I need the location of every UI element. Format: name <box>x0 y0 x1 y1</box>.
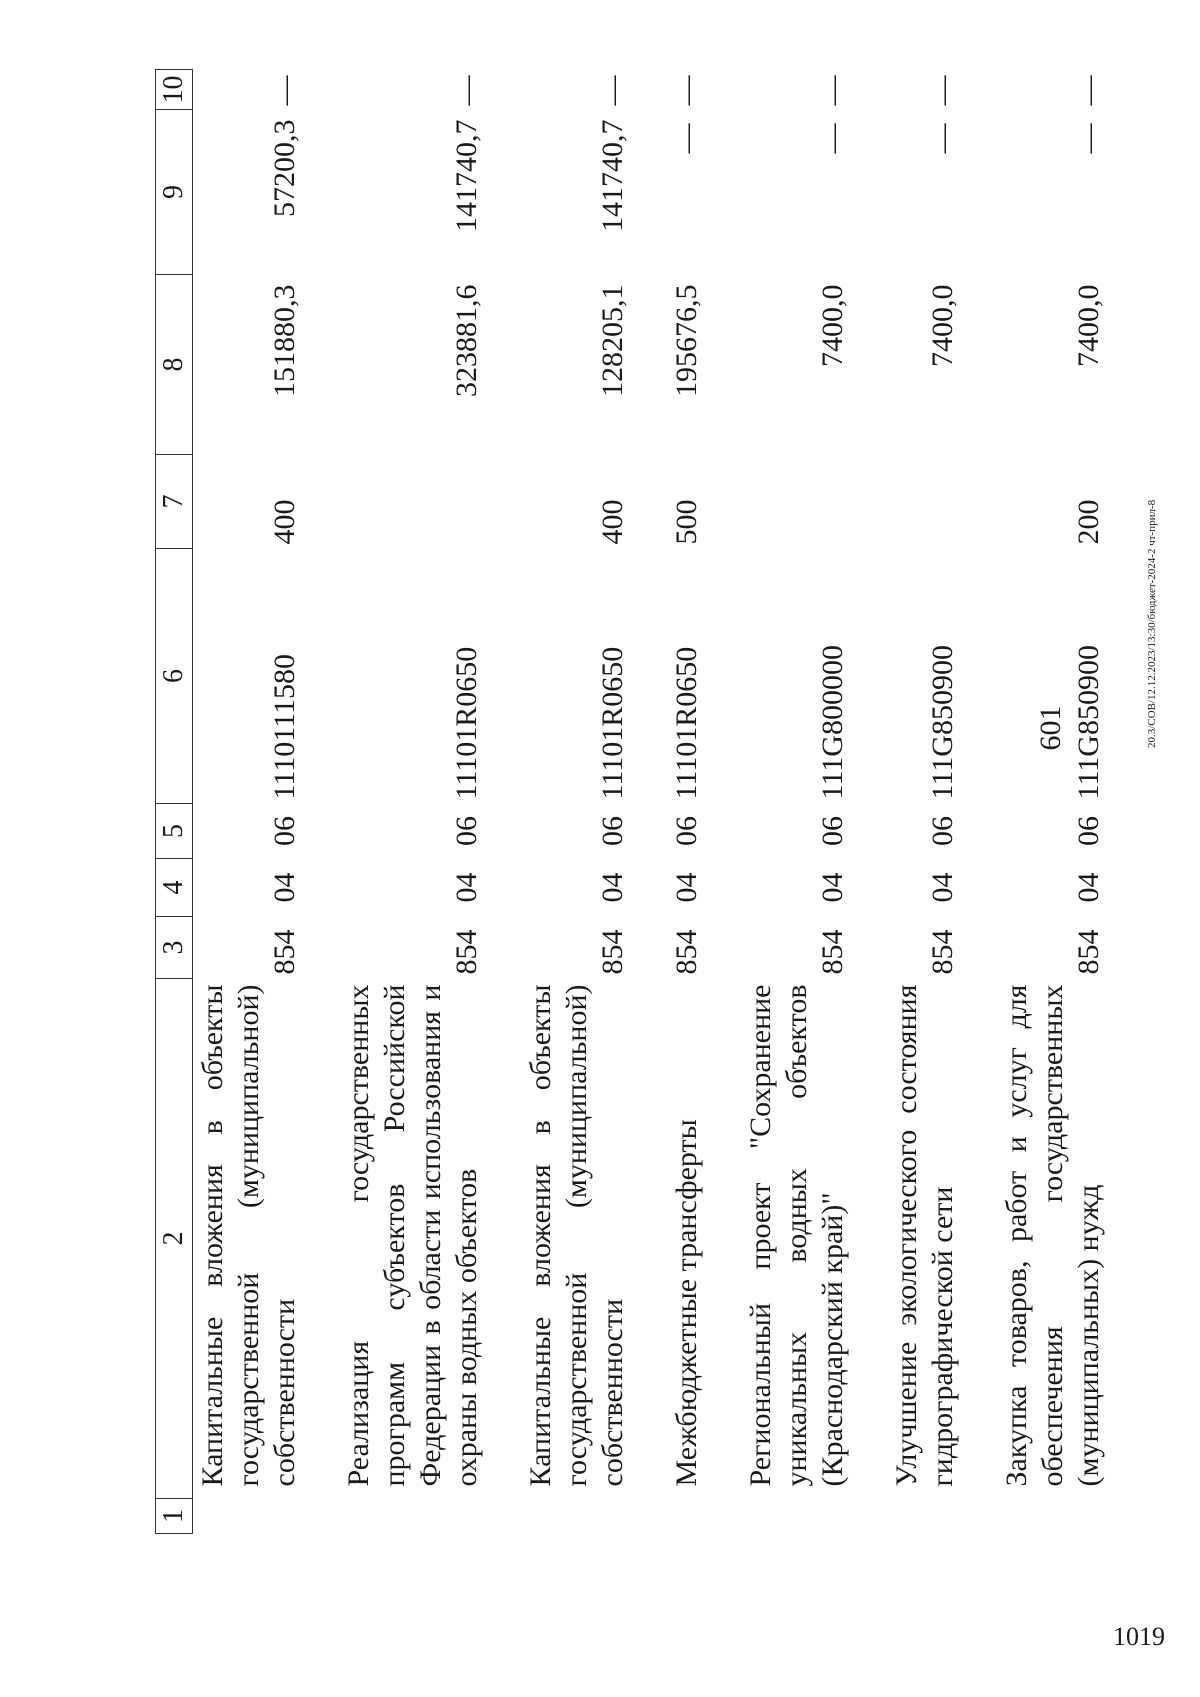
cell-name: Капитальные вложения в объекты государственной (муниципальной) собственности <box>196 984 301 1487</box>
header-col-6: 6 <box>156 549 193 804</box>
table-row <box>999 70 1145 1534</box>
cell-pr: 06 <box>596 816 629 846</box>
cell-ved: 854 <box>596 929 629 975</box>
cell-sum1: 7400,0 <box>816 284 849 367</box>
cell-vr: 400 <box>596 499 629 545</box>
cell-sum3: — <box>816 75 849 106</box>
cell-vr: 200 <box>1072 499 1105 545</box>
cell-sum1: 7400,0 <box>1072 284 1105 367</box>
header-col-5: 5 <box>156 804 193 859</box>
cell-sum3: — <box>268 75 301 106</box>
table-row <box>889 70 999 1534</box>
cell-csr: 1110111580 <box>268 653 301 800</box>
cell-rz: 04 <box>268 872 301 903</box>
cell-sum2: 141740,7 <box>596 119 629 232</box>
cell-vr: 400 <box>268 499 301 545</box>
cell-csr: 111G850900 <box>926 645 959 800</box>
cell-pr: 06 <box>268 816 301 846</box>
table-header <box>156 70 193 1534</box>
header-col-1: 1 <box>156 1499 193 1534</box>
cell-sum2: — <box>816 123 849 154</box>
header-col-9: 9 <box>156 110 193 275</box>
cell-col1 <box>999 1499 1145 1534</box>
header-col-3: 3 <box>156 917 193 979</box>
cell-pr: 06 <box>450 816 483 846</box>
cell-csr: 11101R0650 <box>450 646 483 800</box>
cell-name: Капитальные вложения в объекты государственной (муниципальной) собственности <box>524 984 629 1487</box>
table-row <box>669 70 743 1534</box>
cell-csr: 111G800000 <box>816 645 849 800</box>
table-body <box>193 70 1146 1534</box>
cell-name: Реализация государственных программ субъектов Российской Федерации в области использования и охраны водных объектов <box>342 984 483 1487</box>
cell-name: Улучшение экологического состояния гидрографической сети <box>890 984 959 1487</box>
cell-vr <box>341 455 523 549</box>
document-code: 20.3/СОВ/12.12.2023/13:30/бюджет-2024-2 чт-прил-8 <box>1146 499 1158 748</box>
cell-vr <box>743 455 889 549</box>
cell-csr: 11101R0650 <box>670 646 703 800</box>
cell-sum3: — <box>1072 75 1105 106</box>
cell-sum3: — <box>596 75 629 106</box>
header-col-2: 2 <box>156 979 193 1499</box>
table-row <box>341 70 523 1534</box>
cell-col1 <box>669 1499 743 1534</box>
cell-pr: 06 <box>670 816 703 846</box>
cell-ved: 854 <box>816 929 849 975</box>
header-col-10: 10 <box>156 70 193 110</box>
cell-rz: 04 <box>670 872 703 903</box>
cell-ved: 854 <box>1072 929 1105 975</box>
cell-vr <box>889 455 999 549</box>
cell-sum3: — <box>670 75 703 106</box>
cell-csr: 111G850900 <box>1072 645 1105 800</box>
cell-col1 <box>889 1499 999 1534</box>
cell-rz: 04 <box>816 872 849 903</box>
header-col-8: 8 <box>156 275 193 455</box>
cell-ved: 854 <box>450 929 483 975</box>
cell-ved: 854 <box>670 929 703 975</box>
cell-ved: 854 <box>926 929 959 975</box>
cell-sum2: 57200,3 <box>268 119 301 217</box>
cell-sum1: 323881,6 <box>450 284 483 397</box>
cell-sum1: 128205,1 <box>596 284 629 397</box>
cell-rz: 04 <box>926 872 959 903</box>
cell-pr: 06 <box>1072 816 1105 846</box>
cell-ved: 854 <box>268 929 301 975</box>
cell-sum2: 141740,7 <box>450 119 483 232</box>
cell-pr: 06 <box>816 816 849 846</box>
cell-sum3: — <box>926 75 959 106</box>
cell-sum1: 7400,0 <box>926 284 959 367</box>
cell-csr: 11101R0650 <box>596 646 629 800</box>
header-col-7: 7 <box>156 455 193 549</box>
cell-vr: 500 <box>670 499 703 545</box>
cell-sum2: — <box>670 123 703 154</box>
cell-name: Закупка товаров, работ и услуг для обеспечения государственных (муниципальных) нужд <box>1000 984 1105 1487</box>
cell-name: Межбюджетные трансферты <box>670 1119 703 1487</box>
table-row <box>193 70 342 1534</box>
cell-sum1: 195676,5 <box>670 284 703 397</box>
cell-rz: 04 <box>1072 872 1105 903</box>
cell-name: Региональный проект "Сохранение уникальных водных объектов (Краснодарский край)" <box>744 984 849 1487</box>
cell-col1 <box>341 1499 523 1534</box>
cell-rz: 04 <box>596 872 629 903</box>
page-number: 601 <box>1034 705 1067 751</box>
cell-pr: 06 <box>926 816 959 846</box>
cell-sum2: — <box>926 123 959 154</box>
cell-sum1: 151880,3 <box>268 284 301 397</box>
table-row <box>743 70 889 1534</box>
table-row <box>523 70 669 1534</box>
sheet-number: 1019 <box>1113 1622 1165 1651</box>
header-col-4: 4 <box>156 859 193 917</box>
budget-table <box>155 69 1145 1534</box>
cell-sum3: — <box>450 75 483 106</box>
cell-col1 <box>743 1499 889 1534</box>
cell-rz: 04 <box>450 872 483 903</box>
cell-col1 <box>193 1499 342 1534</box>
cell-col1 <box>523 1499 669 1534</box>
cell-sum2: — <box>1072 123 1105 154</box>
